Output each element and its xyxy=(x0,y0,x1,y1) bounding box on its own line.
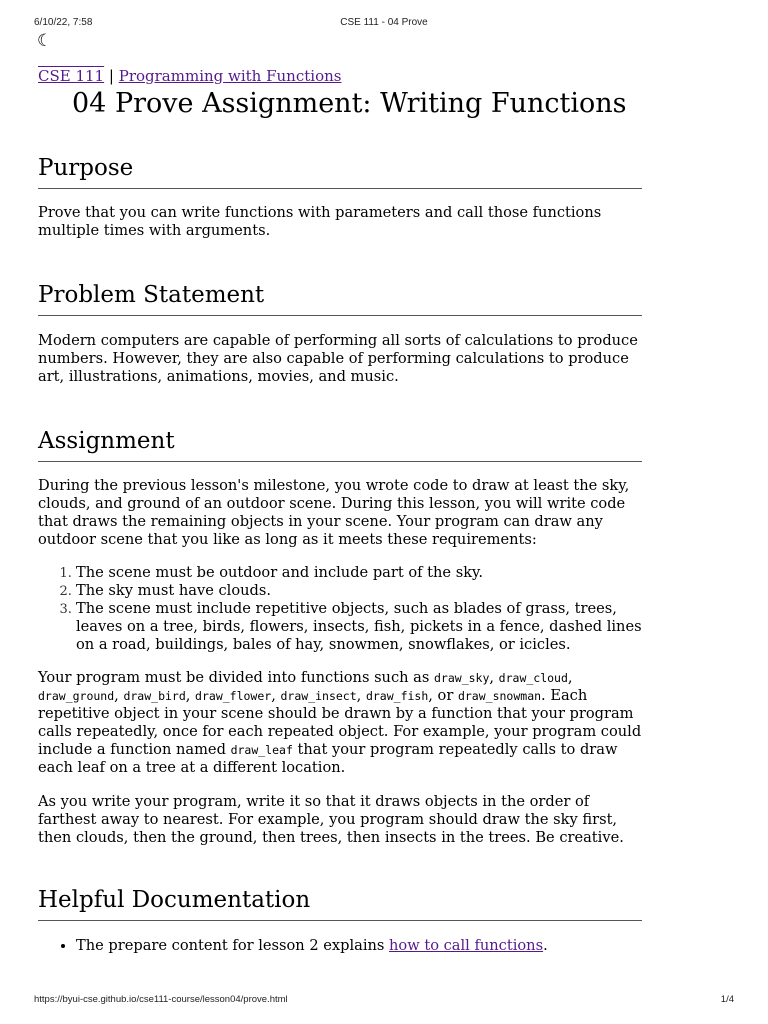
problem-heading: Problem Statement xyxy=(38,280,642,316)
list-item: 3. The scene must include repetitive objects, such as blades of grass, trees, leaves on a tree, birds, flowers, insects, fish, pickets in a fence, dashed lines on a road, buildings, bales of hay, snowmen, snowflakes, or icicles. xyxy=(76,600,642,654)
print-url: https://byui-cse.github.io/cse111-course/lesson04/prove.html xyxy=(34,994,288,1005)
docs-item-prefix: The prepare content for lesson 2 explains xyxy=(76,937,390,954)
dark-mode-toggle-icon[interactable]: ☾ xyxy=(37,31,53,51)
main-content xyxy=(38,60,642,955)
docs-list xyxy=(38,937,642,955)
list-item: 2. The sky must have clouds. xyxy=(76,582,642,600)
assignment-intro: During the previous lesson's milestone, you wrote code to draw at least the sky, clouds, and ground of an outdoor scene. During this lesson, you will write code that draws the remaining objects in your scene. Your program can draw any outdoor scene that you like as long as it meets these requirements: xyxy=(38,477,630,548)
code-draw-fish: draw_fish xyxy=(365,689,429,703)
print-header xyxy=(34,17,734,28)
code-draw-insect: draw_insect xyxy=(280,689,357,703)
code-draw-bird: draw_bird xyxy=(123,689,186,703)
text-run: Your program must be divided into functions such as xyxy=(38,669,434,686)
list-item: 1. The scene must be outdoor and include part of the sky. xyxy=(76,564,642,582)
code-draw-cloud: draw_cloud xyxy=(498,671,568,685)
text-run: , xyxy=(114,687,124,704)
problem-text: Modern computers are capable of performing all sorts of calculations to produce numbers. However, they are also capable of performing calculations to produce art, illustrations, animations, movies, and music. xyxy=(38,332,638,385)
text-run: , xyxy=(271,687,281,704)
text-run: , xyxy=(489,669,499,686)
page-title: 04 Prove Assignment: Writing Functions xyxy=(72,88,627,119)
order-paragraph: As you write your program, write it so that it draws objects in the order of farthest away to nearest. For example, you program should draw the sky first, then clouds, then the ground, then trees, then insects in the trees. Be creative. xyxy=(38,793,624,846)
text-run: , xyxy=(567,669,573,686)
text-run: . Each repetitive object in your scene should be drawn by a function that your program calls repeatedly, once for each repeated object. For example, your program could include a function named xyxy=(38,687,642,758)
code-draw-sky: draw_sky xyxy=(434,671,490,685)
print-footer xyxy=(34,994,734,1005)
list-item xyxy=(76,937,642,955)
text-run: that your program repeatedly calls to draw each leaf on a tree at a different location. xyxy=(38,741,618,776)
code-draw-flower: draw_flower xyxy=(195,689,272,703)
print-page-number: 1/4 xyxy=(720,994,734,1005)
docs-heading: Helpful Documentation xyxy=(38,885,642,921)
breadcrumb xyxy=(38,65,642,87)
call-functions-link[interactable]: how to call functions xyxy=(389,937,544,954)
text-run: , or xyxy=(428,687,458,704)
code-draw-leaf: draw_leaf xyxy=(230,743,293,757)
code-draw-snowman: draw_snowman xyxy=(457,689,542,703)
breadcrumb-section-link[interactable]: Programming with Functions xyxy=(118,67,342,85)
breadcrumb-course-link[interactable]: CSE 111 xyxy=(38,67,105,85)
print-title: CSE 111 - 04 Prove xyxy=(340,17,428,28)
purpose-heading: Purpose xyxy=(38,153,642,189)
assignment-heading: Assignment xyxy=(38,426,642,462)
text-run: , xyxy=(185,687,196,704)
print-date: 6/10/22, 7:58 xyxy=(34,17,93,28)
docs-item-suffix: . xyxy=(543,937,548,954)
text-run: , xyxy=(356,687,366,704)
requirements-list xyxy=(38,564,642,654)
code-draw-ground: draw_ground xyxy=(38,689,115,703)
purpose-text: Prove that you can write functions with parameters and call those functions multiple times with arguments. xyxy=(38,204,602,239)
breadcrumb-separator: | xyxy=(108,67,114,85)
functions-paragraph xyxy=(38,669,642,777)
